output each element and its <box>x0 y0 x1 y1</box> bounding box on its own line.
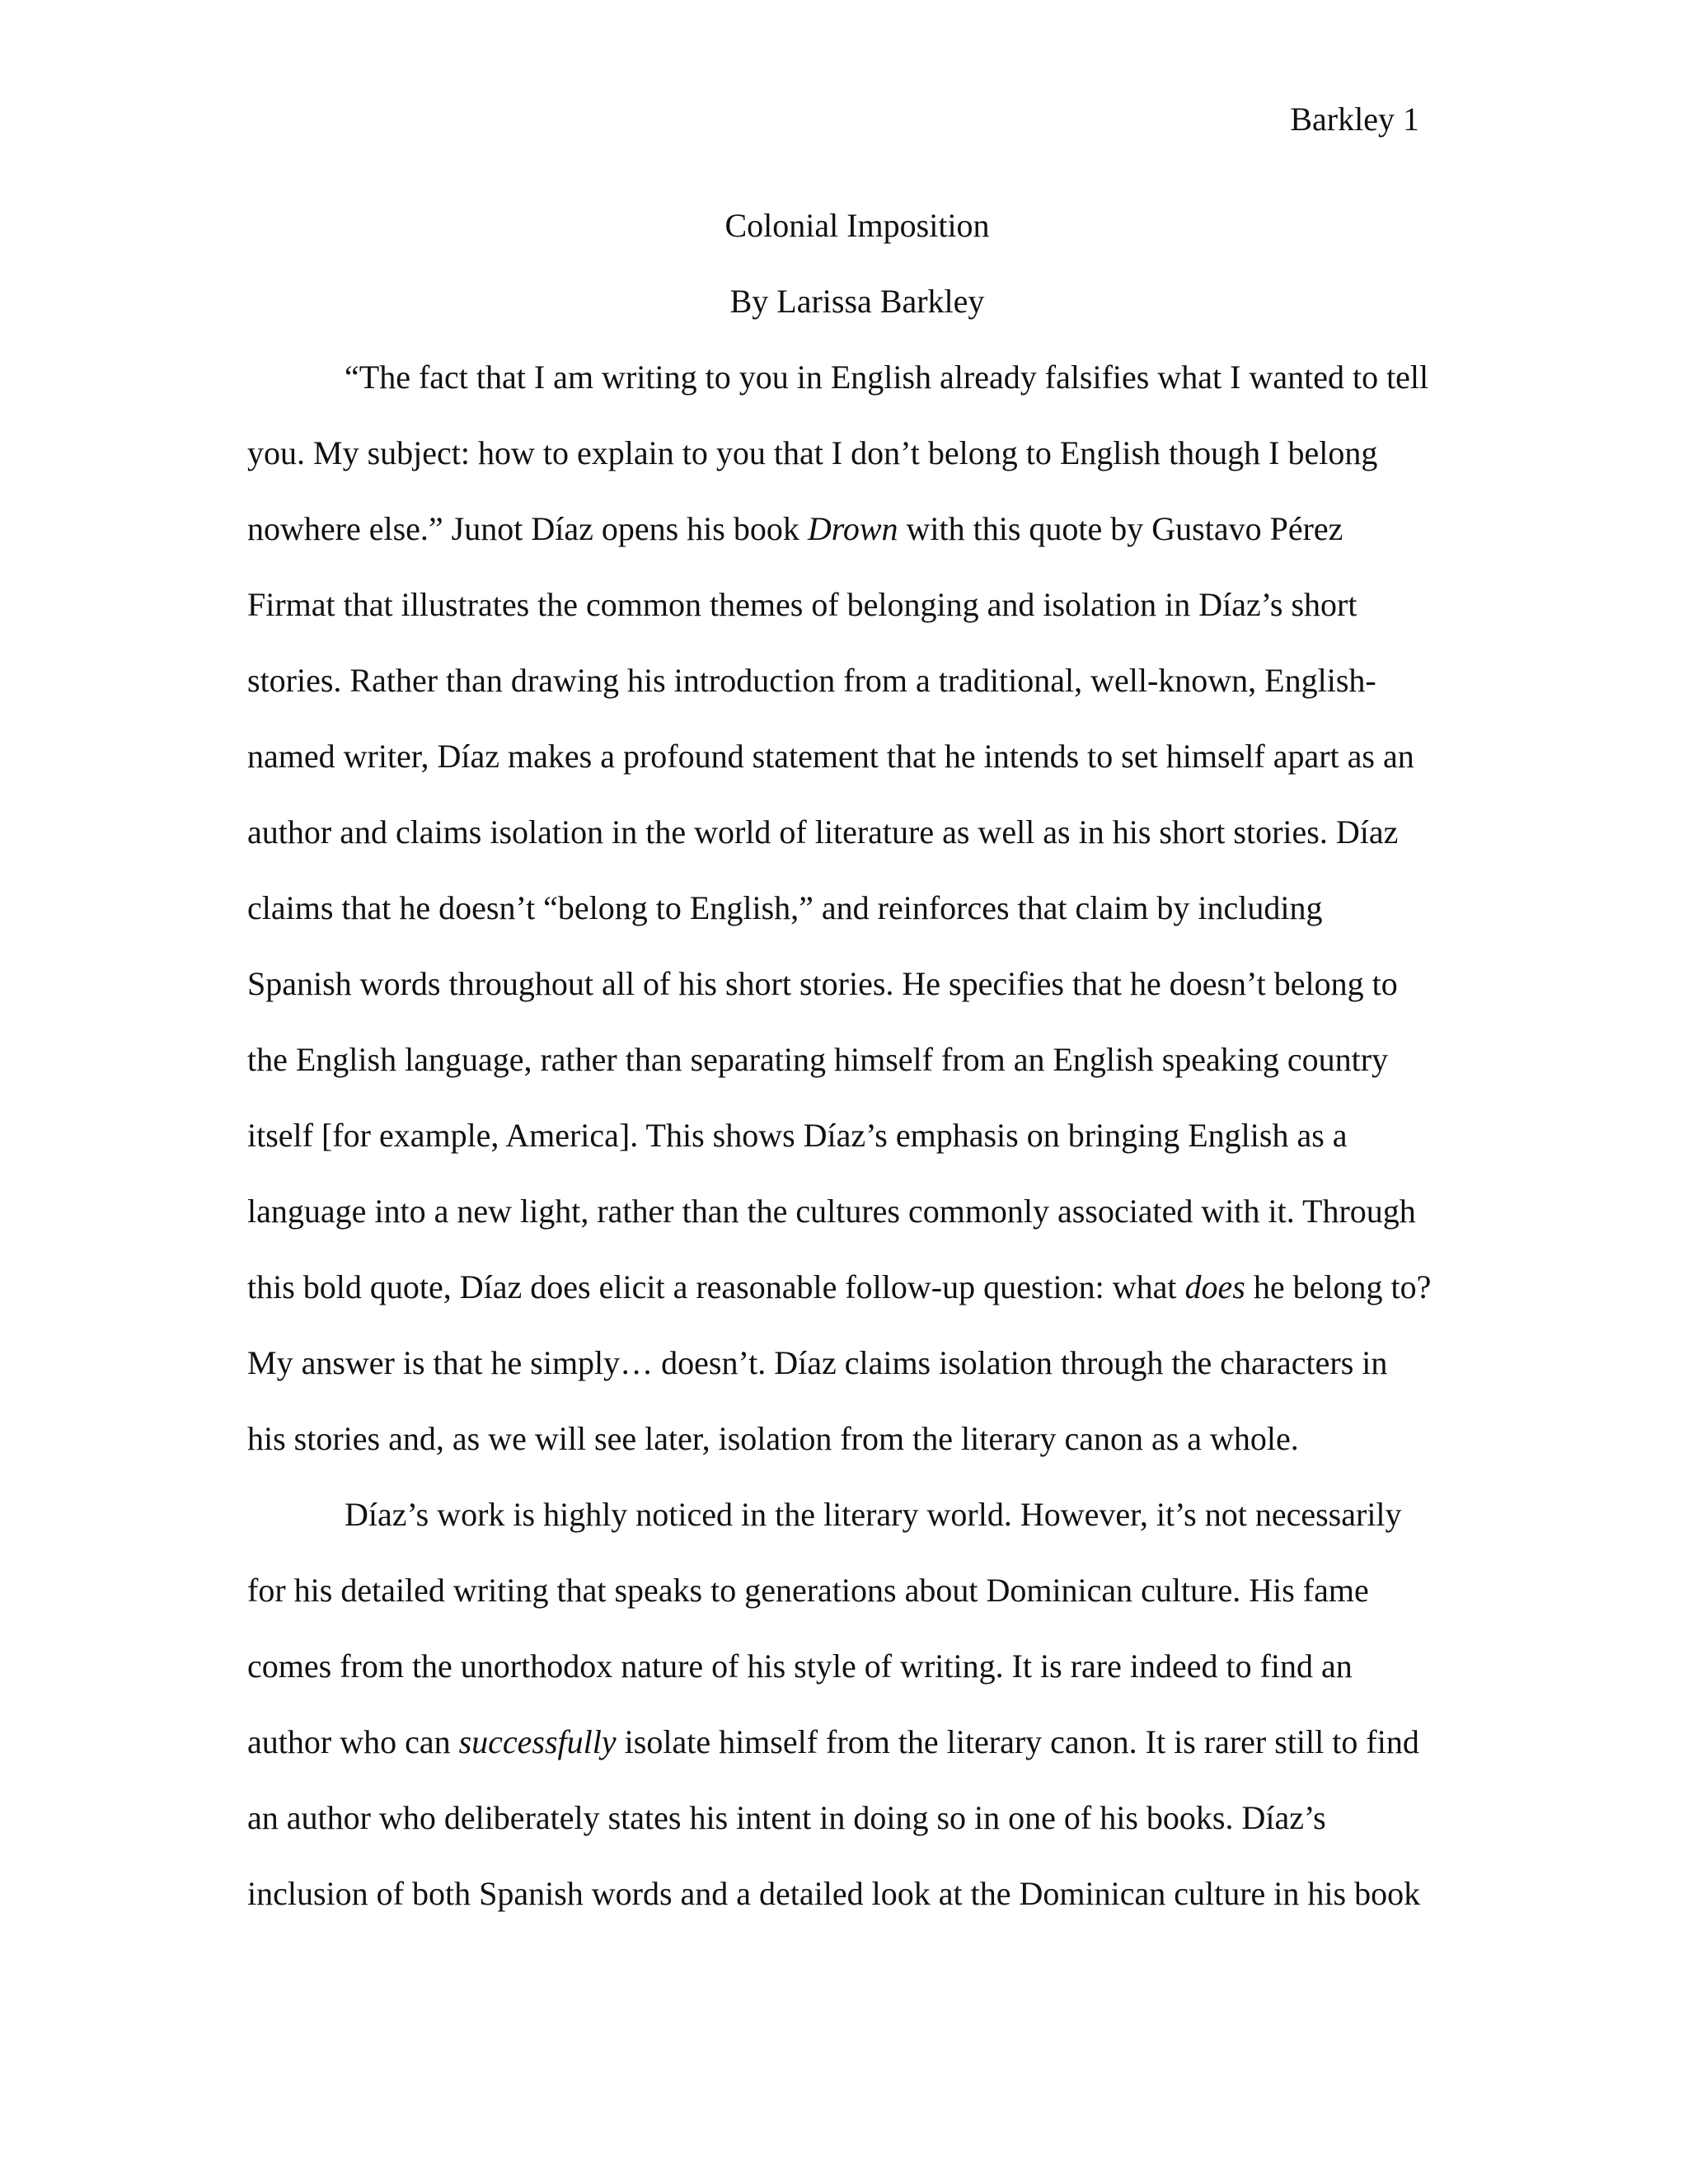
paragraph-line: Díaz’s work is highly noticed in the literary world. However, it’s not necessarily <box>345 1496 1402 1533</box>
text-run: with this quote by Gustavo Pérez <box>898 510 1343 547</box>
text-run: nowhere else.” Junot Díaz opens his book <box>247 510 808 547</box>
text-run: isolate himself from the literary canon. It is rarer still to find <box>616 1723 1419 1760</box>
paragraph-line: inclusion of both Spanish words and a detailed look at the Dominican culture in his book <box>247 1875 1421 1912</box>
paragraph-line: his stories and, as we will see later, isolation from the literary canon as a whole. <box>247 1420 1299 1457</box>
paragraph-line: Firmat that illustrates the common themes of belonging and isolation in Díaz’s short <box>247 586 1357 623</box>
paragraph-line: language into a new light, rather than the cultures commonly associated with it. Through <box>247 1193 1416 1230</box>
paragraph-line: itself [for example, America]. This shows Díaz’s emphasis on bringing English as a <box>247 1117 1348 1154</box>
document-byline: By Larissa Barkley <box>729 283 985 320</box>
paragraph-line: stories. Rather than drawing his introduction from a traditional, well-known, English- <box>247 662 1376 699</box>
italic-emphasis: does <box>1184 1268 1245 1305</box>
document-body <box>247 188 1467 1932</box>
text-run: author who can <box>247 1723 459 1760</box>
italic-book-title: Drown <box>807 510 898 547</box>
paragraph-line <box>247 1704 1467 1780</box>
paragraph-2 <box>247 1477 1467 1932</box>
italic-emphasis: successfully <box>458 1723 617 1760</box>
paragraph-line: an author who deliberately states his intent in doing so in one of his books. Díaz’s <box>247 1799 1326 1836</box>
paragraph-line: “The fact that I am writing to you in English already falsifies what I wanted to tell <box>345 359 1429 396</box>
paragraph-line: the English language, rather than separating himself from an English speaking country <box>247 1041 1389 1078</box>
paragraph-line: named writer, Díaz makes a profound statement that he intends to set himself apart as an <box>247 738 1414 775</box>
running-head-page-number: Barkley 1 <box>1290 101 1419 138</box>
paragraph-line <box>247 491 1467 567</box>
text-run: he belong to? <box>1245 1268 1432 1305</box>
page-header <box>1290 92 1419 147</box>
paragraph-line: author and claims isolation in the world of literature as well as in his short stories. Díaz <box>247 813 1399 851</box>
paragraph-line: My answer is that he simply… doesn’t. Díaz claims isolation through the characters in <box>247 1344 1388 1381</box>
paragraph-line: for his detailed writing that speaks to generations about Dominican culture. His fame <box>247 1572 1369 1609</box>
text-run: this bold quote, Díaz does elicit a reasonable follow-up question: what <box>247 1268 1185 1305</box>
paragraph-line: comes from the unorthodox nature of his style of writing. It is rare indeed to find an <box>247 1647 1353 1685</box>
paragraph-line: you. My subject: how to explain to you that I don’t belong to English though I belong <box>247 434 1378 471</box>
document-title: Colonial Imposition <box>724 207 990 244</box>
paragraph-line <box>247 1249 1467 1325</box>
paragraph-line: Spanish words throughout all of his short stories. He specifies that he doesn’t belong to <box>247 965 1398 1002</box>
paragraph-1 <box>247 340 1467 1477</box>
paragraph-line: claims that he doesn’t “belong to English,” and reinforces that claim by including <box>247 889 1323 926</box>
